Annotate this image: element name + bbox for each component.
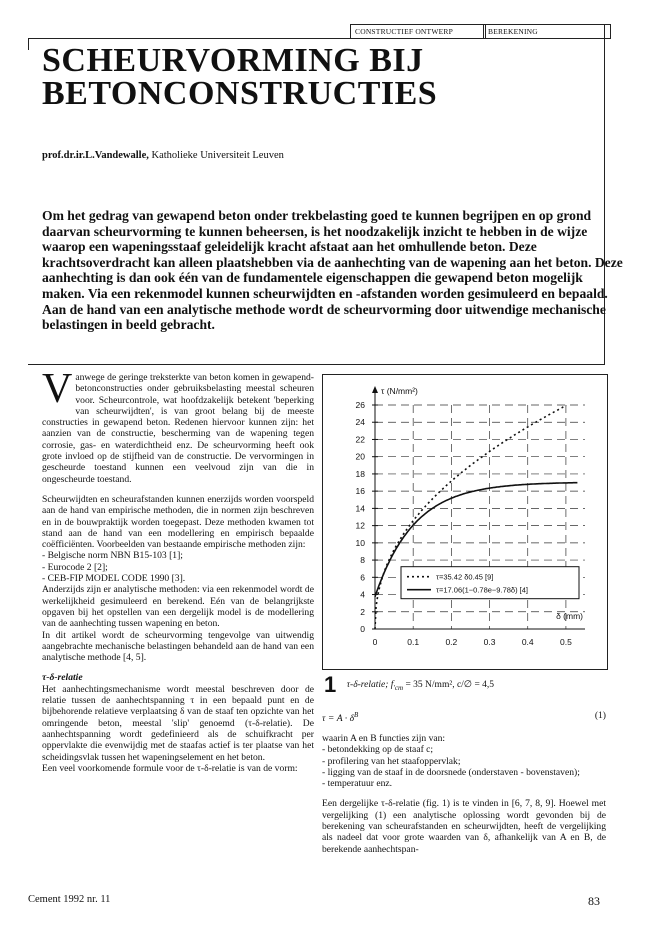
paragraph-5: Het aanhechtingsmechanisme wordt meestal beschreven door de relatie tussen de aanhechtspanning τ in een bepaald punt en de bijbehorende relatieve verplaatsing δ van de staaf ten opzichte van het omringende beton, meestal 'slip' genoemd (τ-δ-relatie). De aanhechtspanning wordt gedefinieerd als de schuifkracht per oppervlakte die evenwijdig met de staafas actief is ter plaatse van het scheidingsvlak tussen het wapeningselement en het beton. [42, 683, 314, 763]
tau-delta-chart [323, 375, 607, 669]
author-name: prof.dr.ir.L.Vandewalle, [42, 150, 149, 161]
y-tick-label: 20 [355, 451, 365, 462]
caption-sub: 'cm [393, 684, 404, 693]
y-tick-label: 10 [355, 537, 365, 548]
y-tick-label: 24 [355, 417, 365, 428]
frame-bottom-line [28, 364, 605, 365]
y-tick-label: 4 [360, 589, 365, 600]
paragraph-4: In dit artikel wordt de scheurvorming tengevolge van uitwendig aangebrachte mechanische belastingen behandeld aan de hand van een analytische methode [4, 5]. [42, 629, 314, 664]
author-affiliation: Katholieke Universiteit Leuven [151, 150, 284, 161]
y-tick-label: 16 [355, 486, 365, 497]
y-tick-label: 6 [360, 572, 365, 583]
caption-text-b: = 35 N/mm², c/∅ = 4,5 [403, 680, 495, 691]
y-axis-arrow [372, 386, 378, 393]
y-tick-label: 8 [360, 555, 365, 566]
y-tick-label: 12 [355, 520, 365, 531]
formula: $\tau = A \cdot \delta^B$ [322, 711, 359, 725]
y-tick-label: 2 [360, 606, 365, 617]
paragraph-2: Scheurwijdten en scheurafstanden kunnen enerzijds worden voorspeld aan de hand van empirische methoden, die in normen zijn beschreven en in de bouwpraktijk worden toegepast. Deze methoden kwamen tot stand aan de hand van een modellering en empirisch bepaalde coëfficiënten. Voorbeelden van bestaande empirische methoden zijn: [42, 493, 314, 551]
formula-line [322, 710, 606, 724]
section-heading: τ-δ-relatie [42, 672, 83, 684]
footer-page-number: 83 [588, 894, 600, 908]
caption-text-a: τ-δ-relatie; f [346, 680, 394, 691]
right-column [322, 710, 606, 855]
norm-list-item: - Eurocode 2 [2]; [42, 561, 108, 573]
right-paragraph-1: Een dergelijke τ-δ-relatie (fig. 1) is te vinden in [6, 7, 8, 9]. Hoewel met vergelijking (1) een analytische oplossing wordt gevonden bij de berekening van scheurafstanden en scheurwijdten, heeft de vergelijking als nadeel dat voor grote waarden van δ, afhankelijk van A en B, de berekende aanhechtspan- [322, 798, 606, 855]
header-tab-constructief: CONSTRUCTIEF ONTWERP [350, 24, 486, 39]
intro-paragraph: Vanwege de geringe treksterkte van beton komen in gewapend-betonconstructies onder gebruiksbelasting meestal scheuren voor. Scheurcontrole, wat hoofdzakelijk betekent 'beperking van scheurwijdten', is van groot belang bij de meeste constructies in gewapend beton. Redenen hiervoor kunnen zijn: het aanzien van de constructie, bescherming van de wapening tegen corrosie, gas- en waterdichtheid enz. De scheurvorming heeft ook grote invloed op de stijfheid van de constructie. De vervormingen in gescheurde toestand kunnen een veelvoud zijn van die in ongescheurde toestand. [42, 366, 314, 485]
norm-list-item: - CEB-FIP MODEL CODE 1990 [3]. [42, 573, 186, 585]
x-tick-label: 0.1 [407, 637, 420, 647]
y-axis-label: τ (N/mm²) [381, 386, 418, 396]
footer-journal: Cement 1992 nr. 11 [28, 894, 111, 905]
x-tick-label: 0.5 [559, 637, 572, 647]
legend-label-dotted: τ=35.42 δ0.45 [9] [436, 572, 494, 582]
left-column [42, 366, 314, 774]
y-tick-label: 18 [355, 468, 365, 479]
article-title [42, 44, 437, 110]
formula-number: (1) [594, 710, 606, 721]
title-line-1: SCHEURVORMING BIJ [42, 42, 424, 79]
figure-frame [322, 374, 608, 670]
legend-label-solid: τ=17.06(1−0.78e−9.78δ) [4] [436, 585, 528, 595]
y-tick-label: 26 [355, 400, 365, 410]
factor-list-item: - ligging van de staaf in de doorsnede (onderstaven - bovenstaven); [322, 766, 580, 778]
x-tick-label: 0.4 [521, 637, 534, 647]
formula-intro: waarin A en B functies zijn van: [322, 733, 446, 744]
factor-list-item: - profilering van het staafoppervlak; [322, 755, 461, 767]
dropcap: V [42, 366, 73, 412]
paragraph-6: Een veel voorkomende formule voor de τ-δ-relatie is van de vorm: [42, 762, 298, 774]
x-axis-label: δ (mm) [556, 611, 583, 621]
x-tick-label: 0 [372, 637, 378, 647]
frame-top-line [28, 38, 605, 39]
figure-number: 1 [324, 672, 337, 697]
factor-list-item: - temperatuur enz. [322, 778, 393, 790]
figure-caption [324, 672, 608, 698]
author-line [42, 150, 284, 161]
y-tick-label: 14 [355, 503, 365, 514]
norm-list-item: - Belgische norm NBN B15-103 [1]; [42, 550, 183, 562]
factor-list-item: - betondekking op de staaf c; [322, 744, 434, 756]
x-tick-label: 0.3 [483, 637, 496, 647]
x-tick-label: 0.2 [445, 637, 458, 647]
abstract: Om het gedrag van gewapend beton onder trekbelasting goed te kunnen begrijpen en op grond daarvan scheurvorming te kunnen beheersen, is het noodzakelijk inzicht te hebben in de wijze waarop een wapeningsstaaf geleidelijk kracht afstaat aan het omhullende beton. Deze krachtsoverdracht kan alleen plaatshebben via de aanhechting van de wapening aan het beton. Deze aanhechting is dan ook één van de fundamentele eigenschappen die gewapend beton mogelijk maken. Via een rekenmodel kunnen scheurwijdten en -afstanden worden gesimuleerd en bepaald. Aan de hand van een analytische methode wordt de scheurvorming door uitwendige mechanische belastingen in beeld gebracht. [42, 208, 623, 333]
title-line-2: BETONCONSTRUCTIES [42, 75, 438, 112]
y-tick-label: 0 [360, 624, 365, 634]
frame-left-tick [28, 38, 29, 50]
header-tab-berekening: BEREKENING [483, 24, 611, 39]
y-tick-label: 22 [355, 434, 365, 445]
paragraph-3: Anderzijds zijn er analytische methoden: via een rekenmodel wordt de werkelijkheid gesimuleerd en berekend. Eén van de belangrijkste opgaven bij het opstellen van een dergelijk model is de modellering van de aanhechting tussen wapening en beton. [42, 584, 314, 630]
